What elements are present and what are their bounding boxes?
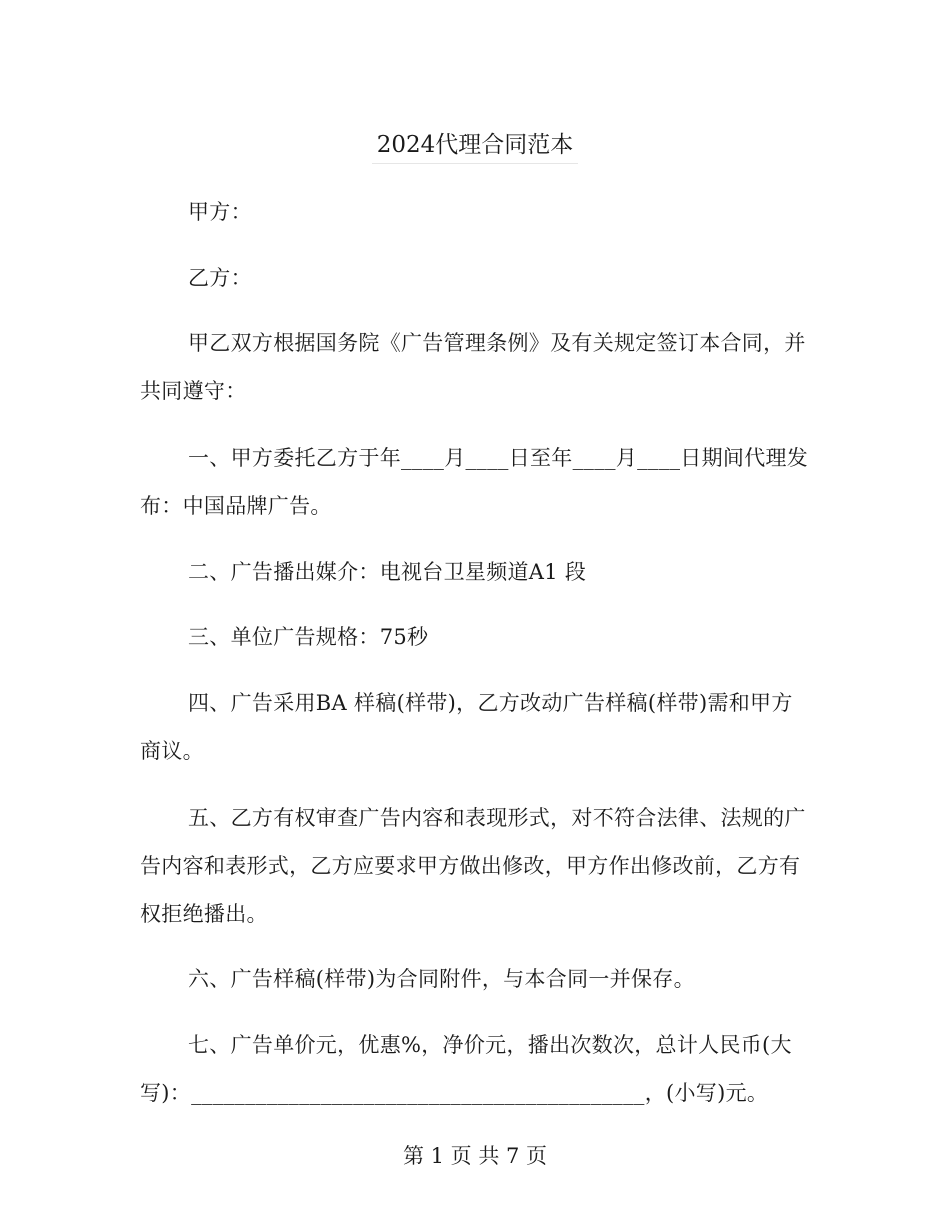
clause-7: 七、广告单价元，优惠%，净价元，播出次数次，总计人民币(大写)：__________________________________________，(小写)元。 [140, 1033, 792, 1105]
party-a-line: 甲方： [188, 200, 252, 224]
clause-5: 五、乙方有权审查广告内容和表现形式，对不符合法律、法规的广告内容和表形式，乙方应要求甲方做出修改，甲方作出修改前，乙方有权拒绝播出。 [140, 806, 806, 926]
clause-4: 四、广告采用BA 样稿(样带)，乙方改动广告样稿(样带)需和甲方商议。 [140, 691, 793, 763]
document-title: 2024代理合同范本 [372, 126, 578, 164]
clause-3: 三、单位广告规格：75秒 [188, 625, 429, 649]
page-indicator: 第 1 页 共 7 页 [402, 1144, 548, 1168]
preamble-paragraph: 甲乙双方根据国务院《广告管理条例》及有关规定签订本合同，并共同遵守： [140, 331, 806, 403]
clause-2: 二、广告播出媒介：电视台卫星频道A1 段 [188, 560, 587, 584]
clause-6: 六、广告样稿(样带)为合同附件，与本合同一并保存。 [188, 967, 695, 991]
clause-1: 一、甲方委托乙方于年____月____日至年____月____日期间代理发布：中国品牌广告。 [140, 446, 809, 518]
party-b-line: 乙方： [188, 266, 252, 290]
